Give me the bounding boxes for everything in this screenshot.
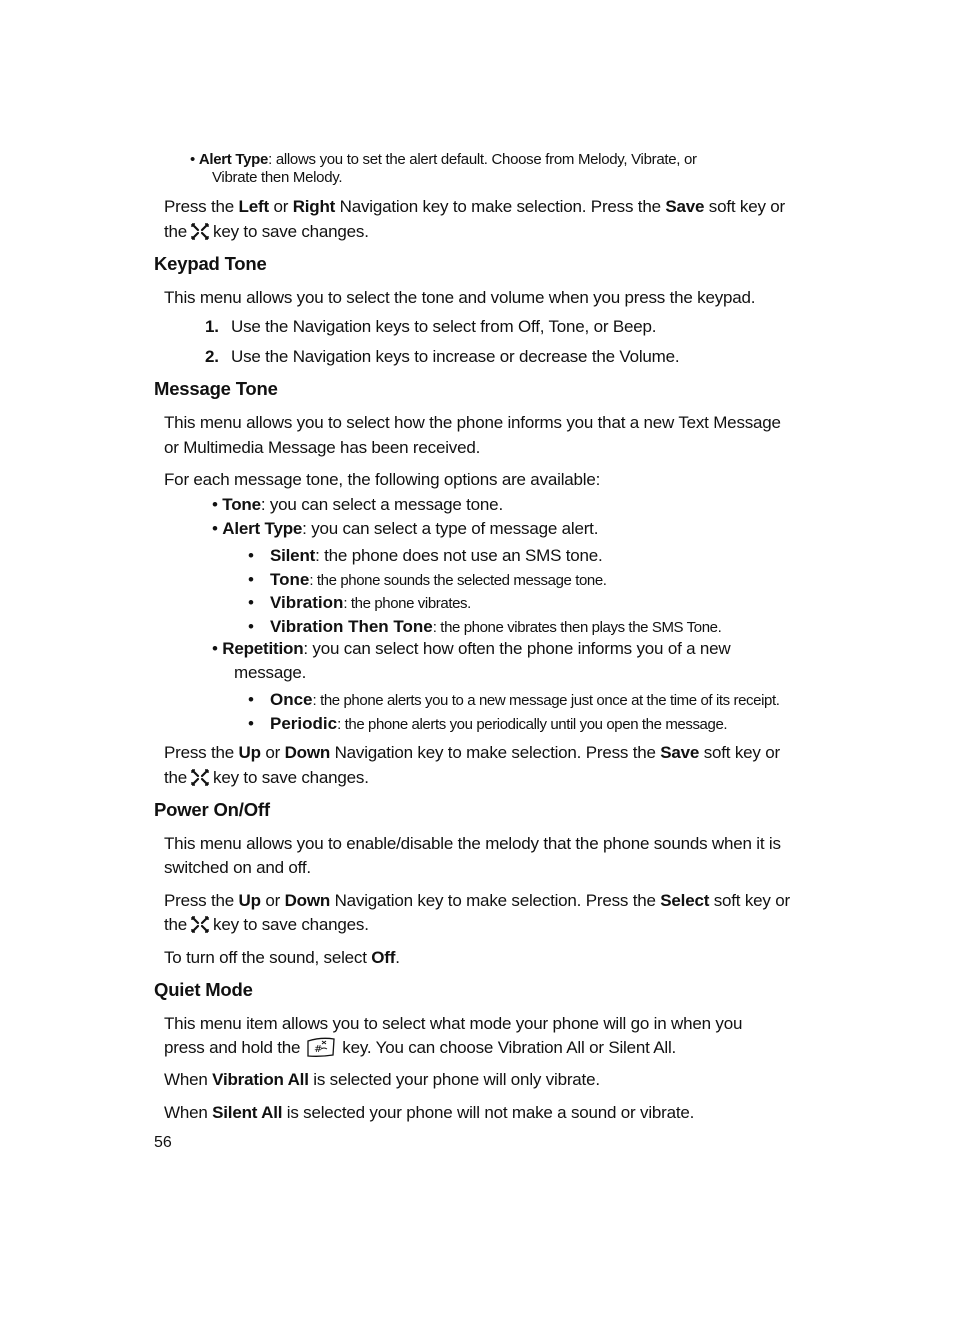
x-cross-key-icon [191,222,209,247]
quiet-vibration-all: When Vibration All is selected your phone will only vibrate. [164,1070,600,1089]
press-para-1-line2: the key to save changes. [164,219,369,247]
alert-type-option-bullet: • Alert Type: you can select a type of message alert. [212,519,599,538]
alert-type-bullet-cont: Vibrate then Melody. [212,169,343,186]
x-cross-key-icon [191,915,209,940]
power-press: Press the Up or Down Navigation key to make selection. Press the Select soft key or [164,891,790,910]
svg-text:#: # [314,1044,323,1055]
repetition-bullet: • Repetition: you can select how often the phone informs you of a new [212,639,731,658]
quiet-heading: Quiet Mode [154,979,253,1000]
power-turn-off: To turn off the sound, select Off. [164,948,400,967]
alert-type-term: Alert Type [198,151,269,168]
alert-sub-vibration: • Vibration: the phone vibrates. [248,593,471,612]
repetition-bullet-cont: message. [234,663,307,682]
press-para-1: Press the Left or Right Navigation key to make selection. Press the Save soft key or [164,197,786,216]
quiet-intro-1: This menu item allows you to select what mode your phone will go in when you [164,1014,743,1033]
tone-bullet: • Tone: you can select a message tone. [212,495,503,514]
page-number: 56 [154,1134,172,1151]
alert-type-bullet: • Alert Type: allows you to set the alert default. Choose from Melody, Vibrate, or [190,151,697,168]
message-tone-press-line2: the key to save changes. [164,765,369,793]
message-tone-heading: Message Tone [154,378,278,399]
message-tone-options-intro: For each message tone, the following options are available: [164,470,601,489]
quiet-silent-all: When Silent All is selected your phone will not make a sound or vibrate. [164,1103,695,1122]
keypad-tone-heading: Keypad Tone [154,253,267,274]
power-intro-2: switched on and off. [164,858,311,877]
keypad-tone-step-1: 1. Use the Navigation keys to select from Off, Tone, or Beep. [205,317,657,336]
hash-key-icon [305,1035,337,1066]
quiet-intro-2: press and hold the # key. You can choose Vibration All or Silent All. [164,1035,676,1066]
message-tone-intro-2: or Multimedia Message has been received. [164,438,481,457]
alert-sub-tone: • Tone: the phone sounds the selected message tone. [248,570,607,589]
repetition-sub-periodic: • Periodic: the phone alerts you periodically until you open the message. [248,714,728,733]
message-tone-intro-1: This menu allows you to select how the phone informs you that a new Text Message [164,413,781,432]
repetition-sub-once: • Once: the phone alerts you to a new message just once at the time of its receipt. [248,690,780,709]
x-cross-key-icon [191,768,209,793]
power-intro-1: This menu allows you to enable/disable the melody that the phone sounds when it is [164,834,781,853]
alert-sub-silent: • Silent: the phone does not use an SMS tone. [248,546,603,565]
message-tone-press: Press the Up or Down Navigation key to make selection. Press the Save soft key or [164,743,780,762]
keypad-tone-intro: This menu allows you to select the tone and volume when you press the keypad. [164,288,756,307]
keypad-tone-step-2: 2. Use the Navigation keys to increase or decrease the Volume. [205,347,680,366]
power-press-line2: the key to save changes. [164,912,369,940]
power-heading: Power On/Off [154,799,270,820]
alert-sub-vibration-then-tone: • Vibration Then Tone: the phone vibrates then plays the SMS Tone. [248,617,722,636]
